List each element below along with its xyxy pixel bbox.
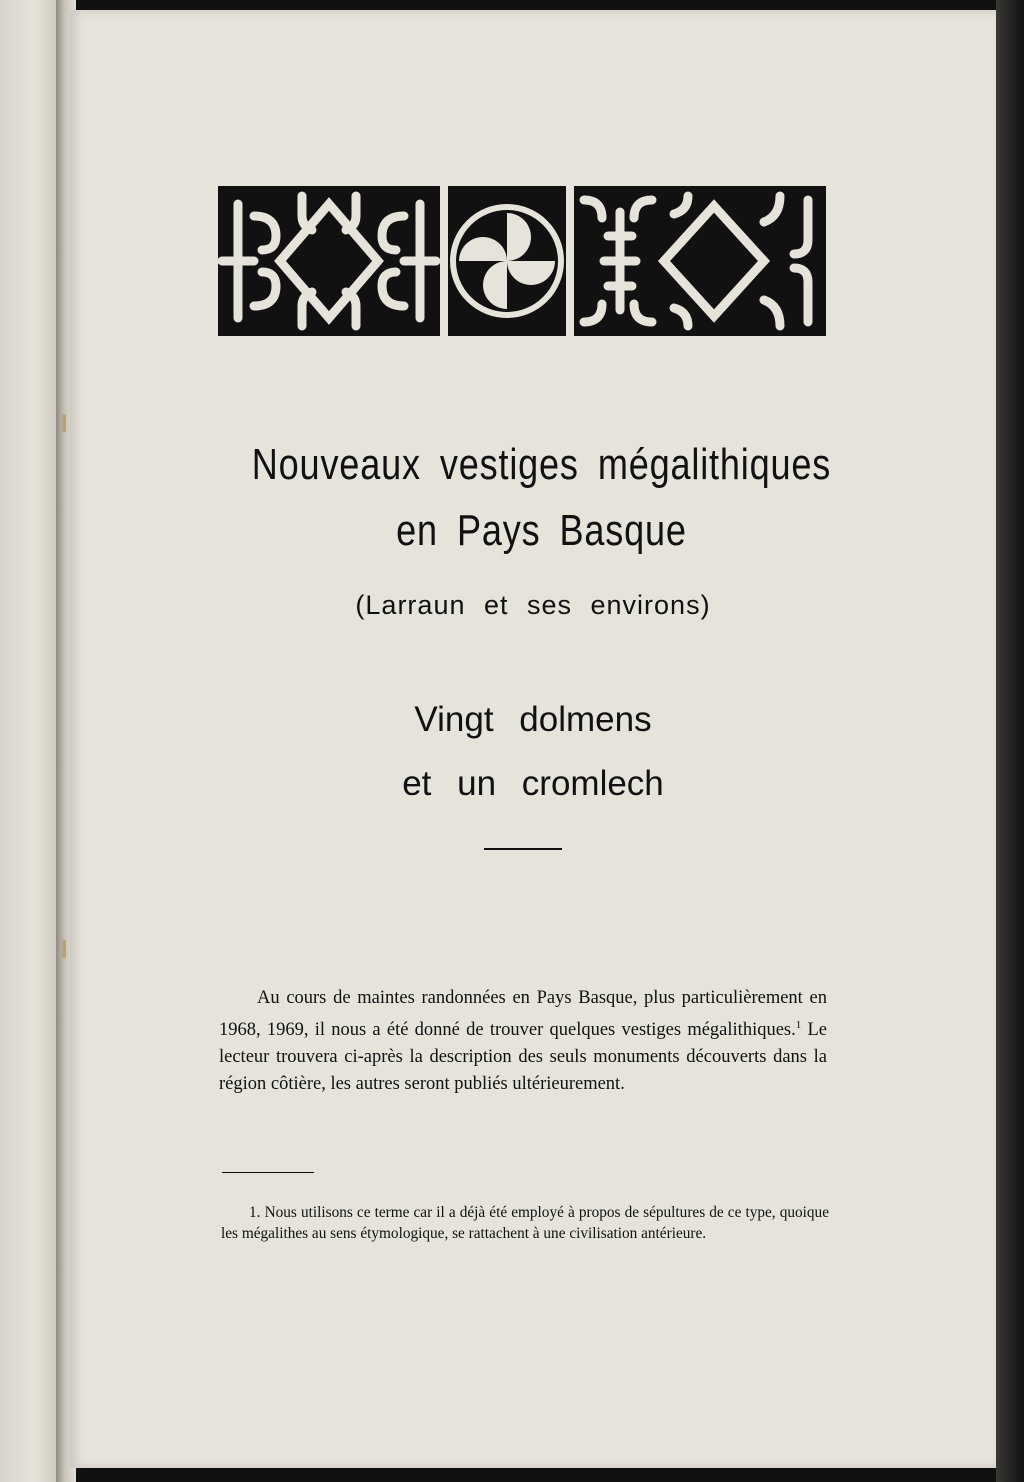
subtitle: (Larraun et ses environs) (355, 590, 711, 620)
staple-mark (62, 940, 66, 958)
staple-mark (62, 414, 66, 432)
footnote-number: 1. (249, 1204, 261, 1222)
previous-page-edge (0, 0, 58, 1482)
right-ornament-icon (574, 186, 826, 336)
footnote-text: Nous utilisons ce terme car il a déjà été employé à propos de sépultures de ce type, quoique les mégalithes au sens étymologique, se rattachent à une civilisation antérieure. (221, 1204, 829, 1243)
footnote-reference: 1 (795, 1018, 802, 1031)
basque-ornament-banner (218, 186, 826, 336)
title-line: Nouveaux vestiges mégalithiques (251, 440, 832, 489)
secondary-heading (70, 688, 996, 816)
lauburu-cross-icon (448, 186, 566, 336)
left-ornament-icon (218, 186, 440, 336)
paragraph-text: Au cours de maintes randonnées en Pays Basque, plus particulièrement en 1968, 1969, il nous a été donné de trouver quelques vestiges mégalithiques. (219, 987, 827, 1040)
footnote (221, 1202, 829, 1244)
intro-paragraph (219, 985, 827, 1098)
scan-border (996, 0, 1024, 1482)
heading-line: Vingt dolmens (414, 700, 652, 739)
title-divider (484, 848, 562, 850)
page-title (162, 432, 921, 564)
footnote-divider (222, 1172, 314, 1173)
paragraph-text: Le lecteur trouvera ci-après la description des seuls monuments découverts dans la région côtière, les autres seront publiés ultérieurement. (219, 1019, 827, 1094)
heading-line: et un cromlech (402, 764, 664, 803)
title-line: en Pays Basque (396, 506, 687, 555)
